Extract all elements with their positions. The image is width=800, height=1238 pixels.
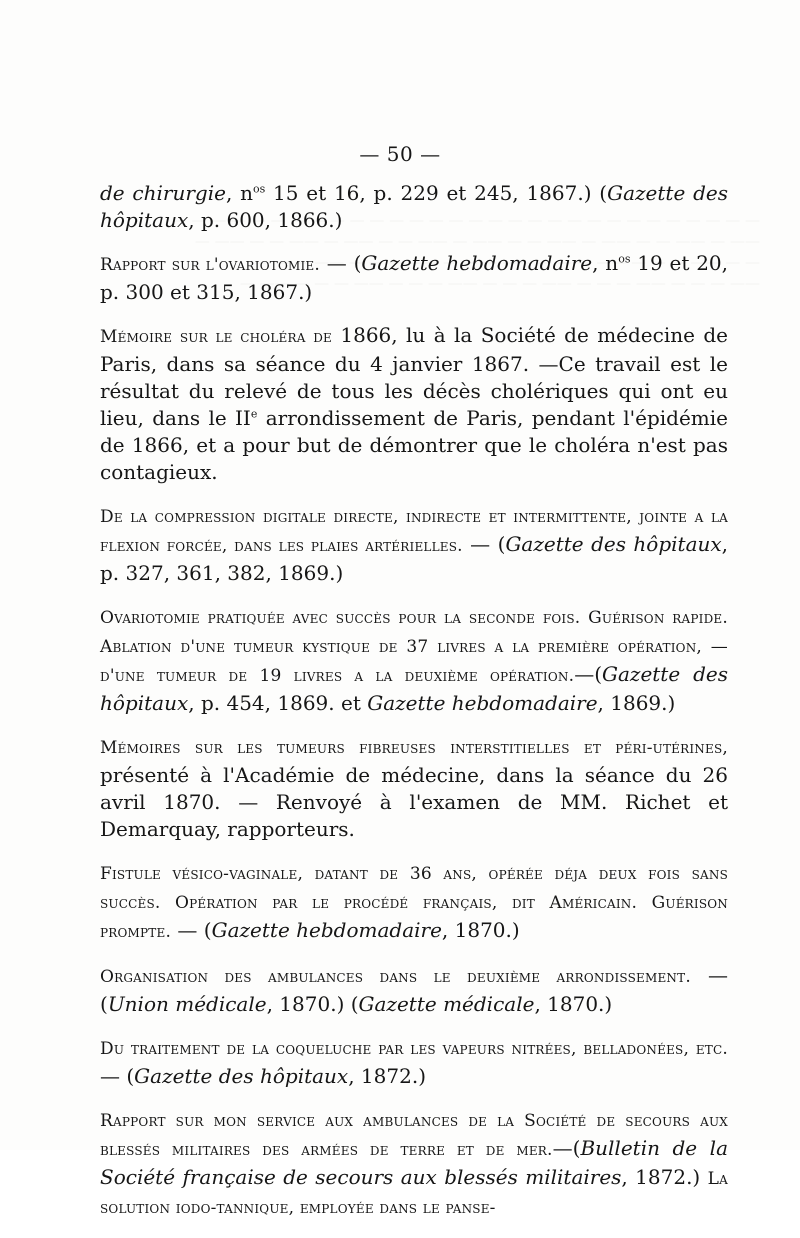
bibliography-entry — [100, 1106, 728, 1222]
italic-citation: Gazette des hôpitaux — [505, 532, 722, 556]
entry-text: , 1872.) — [348, 1064, 426, 1088]
entry-text: — ( — [319, 251, 362, 275]
entry-text: , 1870.) ( — [266, 992, 359, 1016]
entry-text: , n — [225, 181, 253, 205]
bibliography-entry — [100, 502, 728, 587]
bibliography-entry — [100, 733, 728, 843]
bibliography-entry — [100, 250, 728, 306]
italic-citation: Gazette des hôpitaux — [134, 1064, 349, 1088]
entry-text: 1866, lu à la Société de médecine de Paris, dans sa séance du 4 janvier 1867. —Ce travail est le résultat du relevé de tous les décès cholériques qui ont eu lieu, dans le II — [100, 323, 728, 430]
entry-text: —( — [552, 1136, 581, 1160]
bibliography-entry — [100, 1034, 728, 1090]
bibliography-entry — [100, 859, 728, 946]
entry-title: Organisation des ambulances dans le deuxième arrondissement. — [100, 967, 691, 987]
superscript: os — [252, 182, 266, 196]
italic-citation: Gazette des hôpitaux — [100, 662, 729, 715]
entry-text: — ( — [100, 1064, 135, 1088]
bibliography-entry — [100, 603, 728, 717]
entry-text: , n — [592, 251, 619, 275]
entry-text: , p. 600, 1866.) — [188, 208, 343, 232]
bibliography-entry — [100, 180, 728, 234]
italic-citation: Gazette des hôpitaux — [100, 181, 728, 232]
italic-citation: Gazette hebdomadaire — [367, 691, 598, 715]
entry-title: La solution iodo-tannique, employée dans le panse- — [100, 1169, 728, 1218]
entry-title: Fistule vésico-vaginale, datant de 36 ans, opérée déja deux fois sans succès. Opération par le procédé français, dit Américain. Guérison prompte. — [100, 864, 728, 942]
entry-text: — ( — [462, 532, 506, 556]
entry-text: — ( — [100, 963, 729, 1016]
entry-text: , 1869.) — [597, 691, 676, 715]
entry-text: , p. 454, 1869. et — [188, 691, 368, 715]
superscript: e — [250, 407, 258, 421]
entry-text: , 1870.) — [441, 918, 520, 942]
page-number: — 50 — — [359, 142, 441, 166]
bibliography-entry — [100, 322, 728, 486]
entry-title: Du traitement de la coqueluche par les vapeurs nitrées, belladonées, etc. — [100, 1039, 728, 1059]
bibliography-text — [100, 180, 728, 1238]
entry-text: , 1870.) — [534, 992, 613, 1016]
entry-text: présenté à l'Académie de médecine, dans la séance du 26 avril 1870. — Renvoyé à l'examen de MM. Richet et Demarquay, rapporteurs. — [100, 763, 728, 841]
entry-text: arrondissement de Paris, pendant l'épidémie de 1866, et a pour but de démontrer que le choléra n'est pas contagieux. — [100, 406, 729, 484]
italic-citation: Gazette hebdomadaire — [361, 251, 593, 275]
entry-title: Mémoire sur le choléra de — [100, 327, 332, 347]
entry-title: Rapport sur l'ovariotomie. — [100, 255, 320, 275]
entry-title: Mémoires sur les tumeurs fibreuses interstitielles et péri-utérines, — [100, 738, 728, 758]
entry-text: — ( — [171, 918, 212, 942]
italic-citation: Bulletin de la Société française de secours aux blessés militaires — [100, 1136, 728, 1189]
superscript: os — [618, 252, 631, 266]
entry-title: Ovariotomie pratiquée avec succès pour la seconde fois. Guérison rapide. Ablation d'une tumeur kystique de 37 livres a la première opération, — d'une tumeur de 19 livres a la deuxième opération. — [100, 608, 728, 686]
entry-text: —( — [574, 662, 602, 686]
entry-title: Rapport sur mon service aux ambulances de la Société de secours aux blessés militaires des armées de terre et de mer. — [100, 1111, 728, 1160]
entry-text: 15 et 16, p. 229 et 245, 1867.) ( — [265, 181, 608, 205]
entry-title: De la compression digitale directe, indirecte et intermittente, jointe a la flexion forcée, dans les plaies artérielles. — [100, 507, 728, 556]
entry-text: 19 et 20, p. 300 et 315, 1867.) — [100, 251, 729, 304]
entry-text: , p. 327, 361, 382, 1869.) — [100, 532, 729, 585]
entry-text: , 1872.) — [621, 1165, 708, 1189]
italic-citation: Gazette hebdomadaire — [211, 918, 442, 942]
italic-citation: Gazette médicale — [358, 992, 535, 1016]
italic-citation: de chirurgie — [100, 181, 226, 205]
bibliography-entry — [100, 962, 728, 1018]
italic-citation: Union médicale — [107, 992, 267, 1016]
